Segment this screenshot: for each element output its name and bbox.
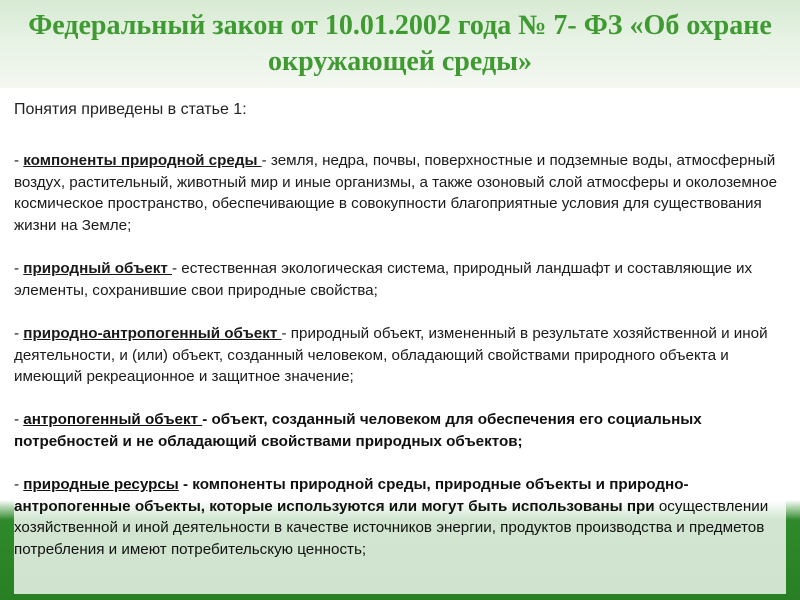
definition-natural-environment-components	[14, 150, 784, 236]
definition-dash: -	[14, 411, 24, 428]
definition-term: антропогенный объект	[23, 411, 203, 428]
definition-term: природные ресурсы	[23, 476, 179, 493]
definition-natural-anthropogenic-object	[14, 323, 784, 388]
definition-dash: -	[14, 476, 24, 493]
definition-anthropogenic-object	[14, 409, 784, 452]
intro-text: Понятия приведены в статье 1:	[14, 101, 247, 118]
slide-title: Федеральный закон от 10.01.2002 года № 7- ФЗ «Об охране окружающей среды»	[28, 10, 772, 77]
definition-dash: -	[14, 325, 24, 342]
definition-term: природный объект	[23, 260, 172, 277]
definition-term: компоненты природной среды	[23, 152, 262, 169]
slide-body	[14, 94, 786, 594]
definition-text: - земля, недра, почвы, поверхностные и подземные воды, атмосферный воздух, растительный, животный мир и иные организмы, а также озоновый слой атмосферы и околоземное космическое пространство, обеспечивающие в совокупности благоприятные условия для существования жизни на Земле;	[14, 152, 778, 234]
definition-natural-object	[14, 258, 784, 301]
definition-natural-resources	[14, 474, 784, 560]
definition-term: природно-антропогенный объект	[23, 325, 282, 342]
definition-text: - компоненты природной среды, природные объекты и природно-антропогенные объекты, которые используются или могут быть использованы при	[14, 476, 689, 515]
definition-text: - природный объект, измененный в результате хозяйственной и иной деятельности, и (или) объект, созданный человеком, обладающий свойствами природного объекта и имеющий рекреационное и защитное значение;	[14, 325, 768, 385]
title-band	[0, 0, 800, 88]
definition-dash: -	[14, 260, 24, 277]
definition-dash: -	[14, 152, 24, 169]
definition-text: - естественная экологическая система, природный ландшафт и составляющие их элементы, сохранившие свои природные свойства;	[14, 260, 753, 299]
definition-text: - объект, созданный человеком для обеспечения его социальных потребностей и не обладающий свойствами природных объектов;	[14, 411, 702, 450]
definition-text-continued: осуществлении хозяйственной и иной деятельности в качестве источников энергии, продуктов производства и предметов потребления и имеют потребительскую ценность;	[14, 497, 769, 558]
